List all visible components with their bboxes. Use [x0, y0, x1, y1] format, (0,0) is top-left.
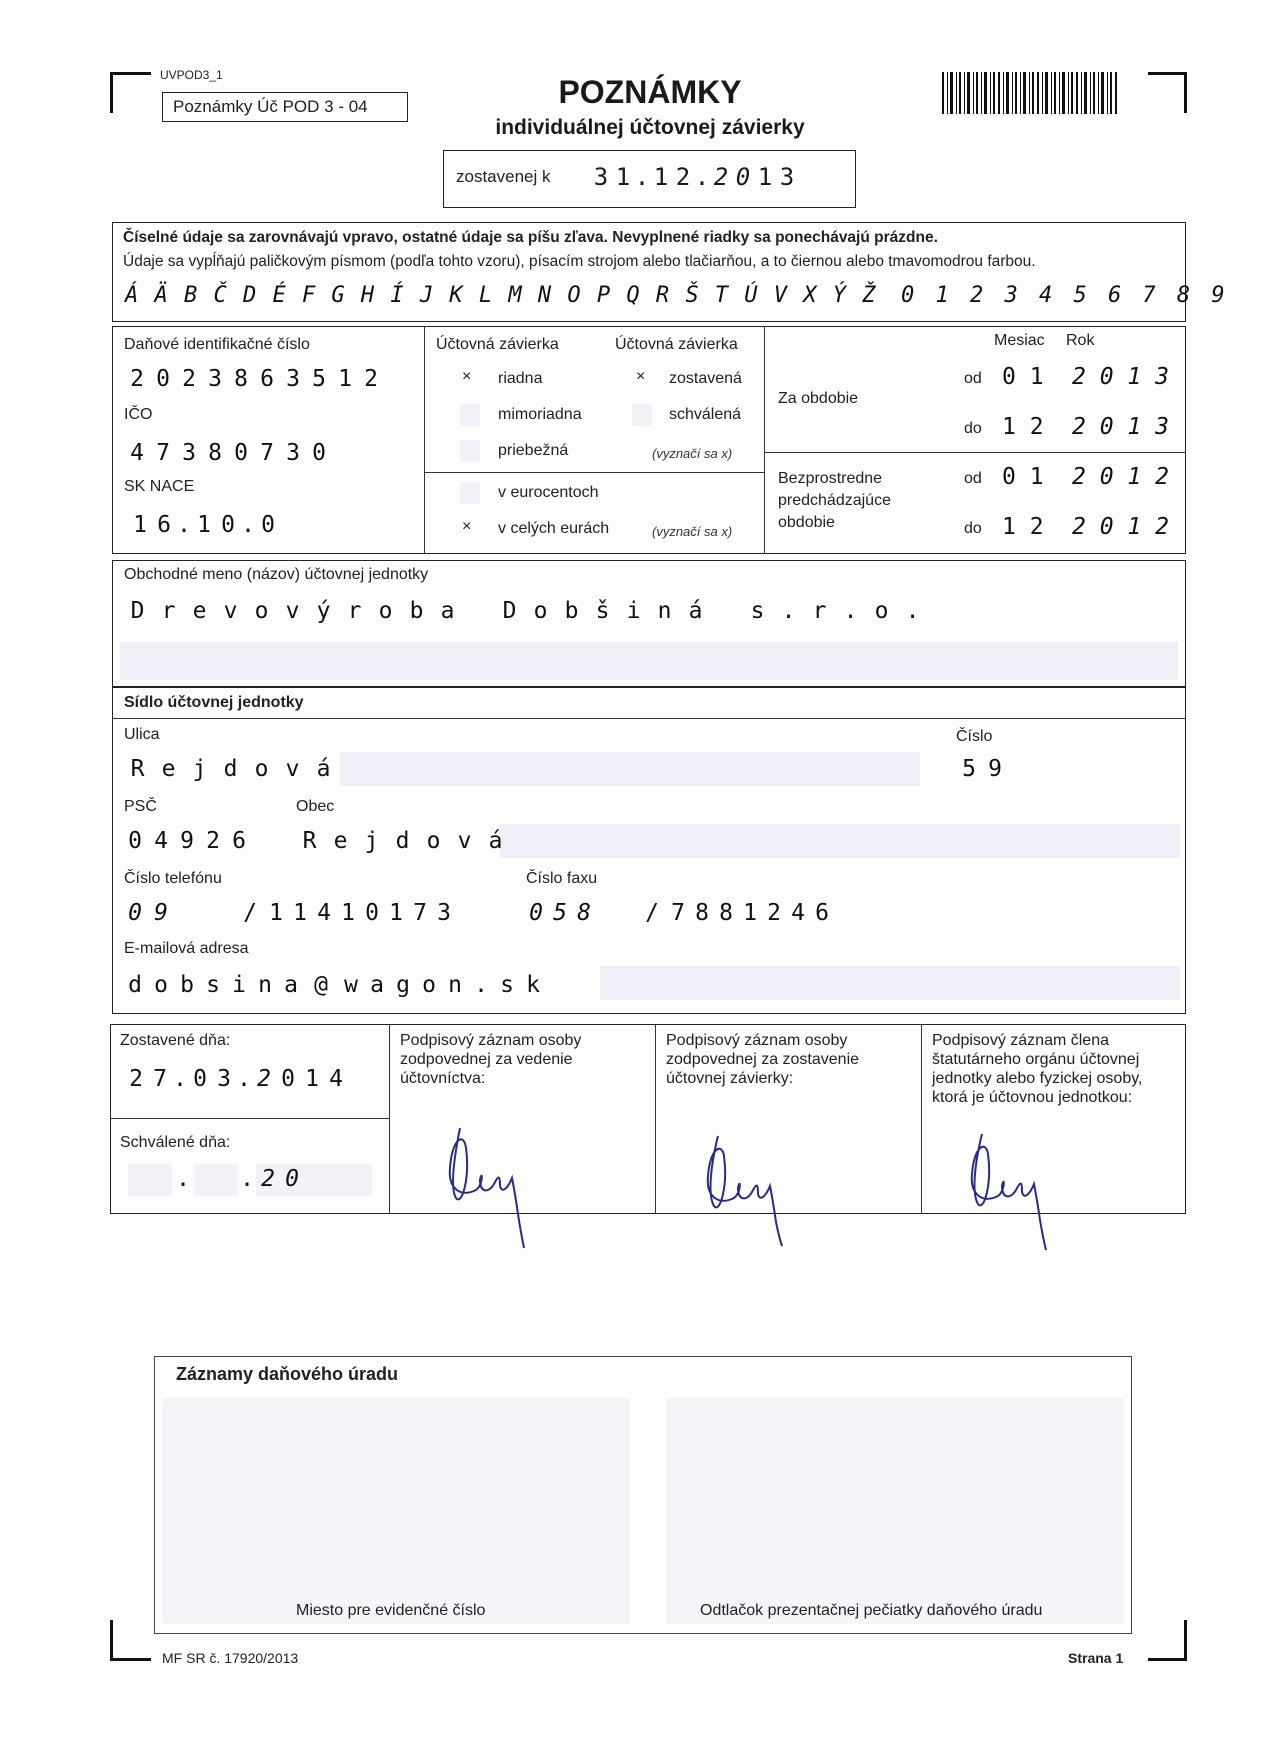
address-section-label: Sídlo účtovnej jednotky — [124, 694, 304, 711]
stamp-caption: Odtlačok prezentačnej pečiatky daňového úradu — [700, 1602, 1043, 1619]
name-char: . — [843, 598, 858, 624]
email-char: g — [396, 972, 410, 998]
zostavene-digit: 1 — [305, 1066, 319, 1092]
psc-digit: 9 — [180, 828, 194, 854]
cur-do-label: do — [964, 420, 982, 437]
obec-char: á — [488, 828, 503, 854]
dic-digit: 8 — [234, 366, 248, 392]
obec-char: d — [395, 828, 410, 854]
obec-char: R — [302, 828, 317, 854]
cislo-value — [956, 756, 1008, 782]
sign4-line1: Podpisový záznam člena — [932, 1032, 1109, 1049]
name-char: i — [626, 598, 641, 624]
zostavene-digit: 2 — [257, 1066, 271, 1092]
evidence-number-area — [162, 1398, 630, 1624]
name-char: a — [440, 598, 455, 624]
name-char: á — [688, 598, 703, 624]
tel-digit: 1 — [293, 900, 307, 926]
form-name: Poznámky Úč POD 3 - 04 — [173, 97, 368, 116]
obec-field-bg — [500, 824, 1180, 858]
signature-accounting — [440, 1118, 550, 1252]
ico-digit: 3 — [182, 440, 196, 466]
fax-digit: 1 — [743, 900, 757, 926]
page-subtitle: individuálnej účtovnej závierky — [495, 116, 805, 139]
name-char: ý — [316, 598, 331, 624]
ico-digit: 3 — [286, 440, 300, 466]
sign4-line3: jednotky alebo fyzickej osoby, — [932, 1070, 1143, 1087]
sign3-line3: účtovnej závierky: — [666, 1070, 794, 1087]
psc-value — [122, 828, 252, 854]
date-box — [443, 150, 856, 208]
obec-label: Obec — [296, 798, 335, 815]
footer-code: MF SR č. 17920/2013 — [162, 1650, 299, 1666]
schvalene-char — [194, 1166, 238, 1192]
sample-digits: 0 1 2 3 4 5 6 7 8 9 — [901, 283, 1229, 308]
za-obdobie-label: Za obdobie — [778, 390, 859, 407]
ulica-char: o — [254, 756, 269, 782]
predch-label-3: obdobie — [778, 514, 835, 531]
dic-digit: 5 — [312, 366, 326, 392]
nace-digit: 0 — [261, 512, 275, 538]
email-char: n — [448, 972, 462, 998]
sign2-line1: Podpisový záznam osoby — [400, 1032, 582, 1049]
name-char: n — [657, 598, 672, 624]
psc-digit: 0 — [128, 828, 142, 854]
ulica-char: á — [316, 756, 331, 782]
zostavena-label: zostavená — [669, 370, 742, 387]
tel-digit: 4 — [317, 900, 331, 926]
name-char: . — [905, 598, 920, 624]
zavierka-type-label: Účtovná závierka — [436, 336, 559, 353]
name-char: b — [409, 598, 424, 624]
cur-od-month: 0 1 — [1002, 364, 1044, 390]
tax-office-title: Záznamy daňového úradu — [176, 1364, 399, 1384]
prev-do-year: 2 0 1 2 — [1072, 514, 1169, 540]
mimoriadna-label: mimoriadna — [498, 406, 582, 423]
stamp-area — [666, 1398, 1124, 1624]
company-name-label: Obchodné meno (názov) účtovnej jednotky — [124, 566, 429, 583]
schvalene-char: 0 — [285, 1166, 299, 1192]
priebezna-label: priebežná — [498, 442, 569, 459]
name-char: r — [812, 598, 827, 624]
company-name — [122, 598, 928, 624]
ulica-field-bg — [340, 752, 920, 786]
email-char: k — [526, 972, 540, 998]
tel-digit: 1 — [389, 900, 403, 926]
sign2-line2: zodpovednej za vedenie — [400, 1051, 573, 1068]
name-char: e — [192, 598, 207, 624]
dic-digit: 3 — [286, 366, 300, 392]
email-char: b — [180, 972, 194, 998]
nace-digit: 1 — [133, 512, 147, 538]
sign2-line3: účtovníctva: — [400, 1070, 486, 1087]
fax-digit: 8 — [719, 900, 733, 926]
nace-digit: 6 — [157, 512, 171, 538]
email-char: @ — [314, 972, 328, 998]
ulica-char: e — [161, 756, 176, 782]
tel-digit: 0 — [128, 900, 142, 926]
form-name-box — [162, 92, 408, 122]
vyznaci-note-1: (vyznačí sa x) — [652, 446, 733, 461]
email-field-bg — [600, 966, 1180, 1000]
tel-digit: 0 — [365, 900, 379, 926]
tel-number — [236, 900, 456, 926]
name-char: v — [285, 598, 300, 624]
nace-digit: . — [177, 512, 191, 538]
obec-value — [294, 828, 511, 854]
tel-label: Číslo telefónu — [124, 870, 222, 887]
name-char: o — [378, 598, 393, 624]
psc-digit: 4 — [154, 828, 168, 854]
celych-eurach-checkbox[interactable]: × — [462, 518, 472, 535]
schvalene-char: . — [176, 1166, 190, 1192]
predch-label-2: predchádzajúce — [778, 492, 891, 509]
name-char: D — [130, 598, 145, 624]
tel-prefix — [122, 900, 174, 926]
dic-digit: 1 — [338, 366, 352, 392]
date-digit: 0 — [735, 163, 751, 191]
dic-digit: 2 — [364, 366, 378, 392]
date-digit: 3 — [593, 163, 609, 191]
fax-digit: 2 — [767, 900, 781, 926]
email-char: . — [474, 972, 488, 998]
name-char: s — [750, 598, 765, 624]
rok-label: Rok — [1066, 332, 1095, 349]
date-digit: 3 — [779, 163, 795, 191]
name-char: b — [564, 598, 579, 624]
fax-label: Číslo faxu — [526, 870, 598, 887]
nace-value — [128, 512, 280, 538]
ico-digit: 7 — [260, 440, 274, 466]
zostavena-checkbox[interactable]: × — [636, 368, 646, 385]
sign3-line1: Podpisový záznam osoby — [666, 1032, 848, 1049]
prev-od-year: 2 0 1 2 — [1072, 464, 1169, 490]
corner-mark-top-left — [110, 72, 151, 113]
email-char: i — [232, 972, 246, 998]
schvalene-char: 2 — [261, 1166, 275, 1192]
date-digit: 2 — [675, 163, 691, 191]
ico-label: IČO — [124, 406, 153, 423]
fax-digit: 4 — [791, 900, 805, 926]
name-char: š — [595, 598, 610, 624]
tel-digit: 3 — [437, 900, 451, 926]
cur-do-month: 1 2 — [1002, 414, 1044, 440]
ico-value — [124, 440, 332, 466]
cur-do-year: 2 0 1 3 — [1072, 414, 1169, 440]
email-char: o — [422, 972, 436, 998]
cur-od-label: od — [964, 370, 982, 387]
page-title: POZNÁMKY — [558, 74, 742, 110]
name-char: o — [254, 598, 269, 624]
cislo-label: Číslo — [956, 728, 993, 745]
eurocentoch-checkbox[interactable] — [460, 482, 480, 504]
email-char: n — [258, 972, 272, 998]
fax-number — [638, 900, 834, 926]
dic-digit: 3 — [208, 366, 222, 392]
email-char: d — [128, 972, 142, 998]
company-name-row2 — [120, 642, 1178, 680]
predch-label-1: Bezprostredne — [778, 470, 883, 487]
date-digit: 1 — [757, 163, 773, 191]
date-digit: . — [694, 163, 710, 191]
zostavene-label: Zostavené dňa: — [120, 1032, 231, 1049]
name-char: o — [874, 598, 889, 624]
eurocentoch-label: v eurocentoch — [498, 484, 599, 501]
celych-eurach-label: v celých eurách — [498, 520, 610, 537]
ico-digit: 7 — [156, 440, 170, 466]
ulica-value — [122, 756, 339, 782]
tel-digit: 1 — [269, 900, 283, 926]
tel-digit: / — [243, 900, 257, 926]
email-char: a — [370, 972, 384, 998]
date-label: zostavenej k — [456, 167, 551, 186]
obec-char: v — [457, 828, 472, 854]
corner-mark-bottom-right — [1148, 1620, 1187, 1661]
dic-digit: 6 — [260, 366, 274, 392]
zostavene-date — [124, 1066, 348, 1092]
ulica-label: Ulica — [124, 726, 160, 743]
obec-char: e — [333, 828, 348, 854]
prev-od-label: od — [964, 470, 982, 487]
ulica-char: R — [130, 756, 145, 782]
corner-mark-top-right — [1148, 72, 1187, 113]
schvalene-label: Schválené dňa: — [120, 1134, 231, 1151]
name-char: r — [347, 598, 362, 624]
email-char: o — [154, 972, 168, 998]
ulica-char: j — [192, 756, 207, 782]
zostavene-digit: . — [237, 1066, 251, 1092]
nace-digit: . — [241, 512, 255, 538]
schvalene-char — [128, 1166, 172, 1192]
date-digit: 2 — [713, 163, 729, 191]
fax-digit: 8 — [695, 900, 709, 926]
form-code: UVPOD3_1 — [160, 68, 223, 82]
email-char: s — [206, 972, 220, 998]
sample-letters: Á Ä B Č D É F G H Í J K L M N O P Q R Š T Ú V X Ý Ž — [125, 283, 878, 308]
fax-digit: 0 — [529, 900, 543, 926]
schvalena-label: schválená — [669, 406, 742, 423]
dic-label: Daňové identifikačné číslo — [124, 336, 310, 353]
name-char: o — [533, 598, 548, 624]
page-number: Strana 1 — [1068, 1650, 1124, 1666]
name-char — [463, 598, 494, 624]
evidence-number-caption: Miesto pre evidenčné číslo — [296, 1602, 486, 1619]
zostavene-digit: 7 — [153, 1066, 167, 1092]
signature-preparer — [696, 1128, 806, 1248]
ico-digit: 0 — [234, 440, 248, 466]
mesiac-label: Mesiac — [994, 332, 1045, 349]
ico-digit: 8 — [208, 440, 222, 466]
barcode — [942, 72, 1118, 114]
schvalene-char: . — [240, 1166, 254, 1192]
obec-char: o — [426, 828, 441, 854]
tel-digit: 7 — [413, 900, 427, 926]
ulica-char: d — [223, 756, 238, 782]
name-char: . — [781, 598, 796, 624]
dic-value — [124, 366, 384, 392]
date-digit: 1 — [653, 163, 669, 191]
nace-digit: 1 — [197, 512, 211, 538]
schvalena-checkbox[interactable] — [632, 404, 652, 426]
dic-digit: 2 — [182, 366, 196, 392]
email-label: E-mailová adresa — [124, 940, 249, 957]
name-char: r — [161, 598, 176, 624]
nace-digit: 0 — [221, 512, 235, 538]
sign4-line4: ktorá je účtovnou jednotkou: — [932, 1089, 1133, 1106]
statement-date — [590, 163, 798, 191]
fax-digit: 8 — [577, 900, 591, 926]
prev-do-label: do — [964, 520, 982, 537]
schvalene-date — [128, 1166, 304, 1192]
zostavene-digit: 4 — [329, 1066, 343, 1092]
name-char: D — [502, 598, 517, 624]
dic-digit: 2 — [130, 366, 144, 392]
ico-digit: 0 — [312, 440, 326, 466]
fax-digit: / — [645, 900, 659, 926]
tel-digit: 9 — [154, 900, 168, 926]
email-char: w — [344, 972, 358, 998]
prev-od-month: 0 1 — [1002, 464, 1044, 490]
email-char: s — [500, 972, 514, 998]
email-value — [122, 972, 546, 998]
cur-od-year: 2 0 1 3 — [1072, 364, 1169, 390]
ico-digit: 4 — [130, 440, 144, 466]
name-char — [711, 598, 742, 624]
zostavene-digit: 0 — [281, 1066, 295, 1092]
date-digit: . — [634, 163, 650, 191]
riadna-checkbox[interactable]: × — [462, 368, 472, 385]
name-char: v — [223, 598, 238, 624]
nace-label: SK NACE — [124, 478, 195, 495]
date-digit: 1 — [615, 163, 631, 191]
fax-digit: 5 — [553, 900, 567, 926]
psc-digit: 6 — [232, 828, 246, 854]
psc-digit: 2 — [206, 828, 220, 854]
cislo-digit: 9 — [988, 756, 1002, 782]
fax-prefix — [524, 900, 596, 926]
zostavene-digit: . — [173, 1066, 187, 1092]
email-char: a — [284, 972, 298, 998]
instructions-box — [112, 222, 1229, 322]
zostavene-digit: 2 — [129, 1066, 143, 1092]
fax-digit: 7 — [671, 900, 685, 926]
signature-statutory — [958, 1128, 1068, 1252]
dic-digit: 0 — [156, 366, 170, 392]
mimoriadna-checkbox[interactable] — [460, 404, 480, 426]
instructions-line1: Číselné údaje sa zarovnávajú vpravo, ostatné údaje sa píšu zľava. Nevyplnené riadky sa ponechávajú prázdne. — [123, 229, 938, 246]
ulica-char: v — [285, 756, 300, 782]
priebezna-checkbox[interactable] — [460, 440, 480, 462]
zostavene-digit: 0 — [193, 1066, 207, 1092]
obec-char: j — [364, 828, 379, 854]
corner-mark-bottom-left — [110, 1620, 151, 1661]
sign3-line2: zodpovednej za zostavenie — [666, 1051, 860, 1068]
vyznaci-note-2: (vyznačí sa x) — [652, 524, 733, 539]
psc-label: PSČ — [124, 798, 157, 815]
prev-do-month: 1 2 — [1002, 514, 1044, 540]
cislo-digit: 5 — [962, 756, 976, 782]
tel-digit: 1 — [341, 900, 355, 926]
riadna-label: riadna — [498, 370, 543, 387]
zostavene-digit: 3 — [217, 1066, 231, 1092]
zavierka-status-label: Účtovná závierka — [615, 336, 738, 353]
fax-digit: 6 — [815, 900, 829, 926]
sign4-line2: štatutárneho orgánu účtovnej — [932, 1051, 1140, 1068]
instructions-line2: Údaje sa vypĺňajú paličkovým písmom (podľa tohto vzoru), písacím strojom alebo tlačiarňou, a to čiernou alebo tmavomodrou farbou. — [123, 253, 1036, 270]
